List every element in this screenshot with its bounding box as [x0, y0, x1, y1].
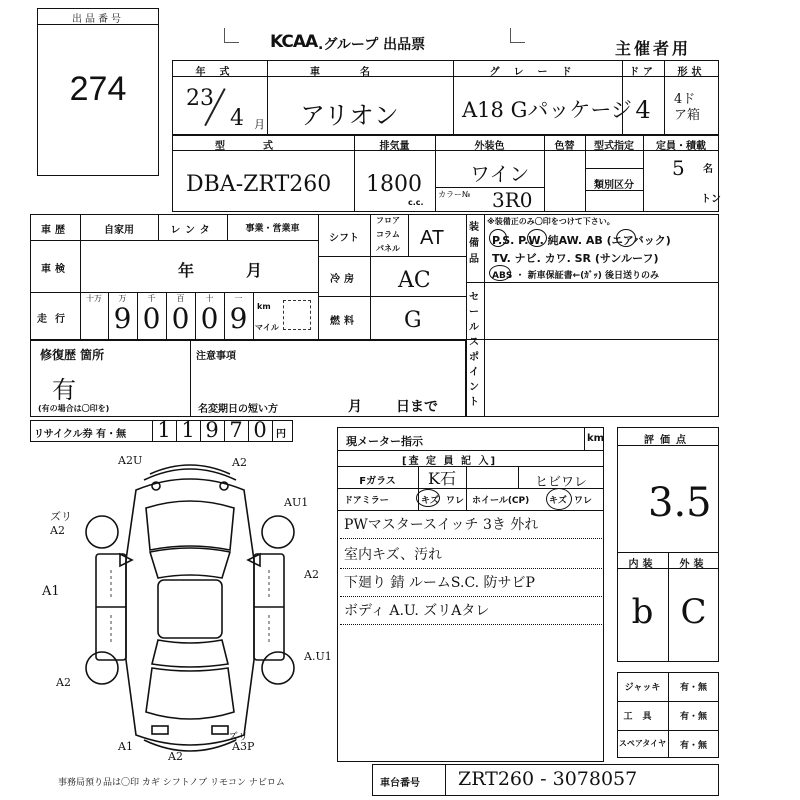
digit-unit-10k: 万 [118, 294, 127, 303]
shift-option-floor[interactable]: フロア [376, 216, 400, 225]
ac-label: 冷房 [330, 274, 358, 285]
fuel-label: 燃料 [330, 316, 358, 327]
mileage-digit: 9 [113, 302, 132, 335]
notes-label: 注意事項 [196, 351, 236, 362]
equipment-circle-ab [616, 229, 636, 247]
color-change-label: 色替 [554, 141, 575, 152]
title-day-unit: 日まで [396, 399, 438, 415]
form-title: .グループ 出品票 [318, 37, 426, 53]
equipment-line-2[interactable]: TV. ナビ. カワ. SR (サンルーフ) [492, 252, 659, 265]
equipment-line-1[interactable]: P.S. P.W. 純AW. AB (エアバック) [492, 234, 671, 247]
door-mirror-circle [416, 489, 440, 507]
brand-logo: KCAA [270, 32, 318, 52]
equipment-circle-abs [489, 265, 511, 281]
car-name-value: アリオン [300, 101, 399, 130]
interior-value: b [631, 592, 654, 632]
ton-unit: トン [701, 194, 721, 205]
equipment-label: 装備品 [469, 222, 479, 265]
digit-unit-100k: 十万 [86, 294, 102, 303]
model-value: DBA-ZRT260 [186, 172, 332, 197]
wheel-circle [546, 488, 572, 510]
exterior-label: 外装 [679, 559, 708, 570]
digit-unit-1: 一 [234, 294, 243, 303]
recycle-digit: 9 [205, 418, 219, 442]
damage-mark: A.U1 [304, 650, 332, 663]
month-unit: 月 [254, 118, 265, 131]
capacity-value: 5 [672, 156, 685, 180]
cc-unit: c.c. [408, 198, 424, 207]
year-value: 23 [186, 86, 214, 111]
mileage-label: 走行 [37, 314, 73, 325]
km-unit: km [257, 302, 271, 311]
score-value: 3.5 [648, 480, 712, 526]
history-option-business[interactable]: 事業・営業車 [245, 224, 300, 234]
inspection-month-unit: 月 [246, 261, 263, 280]
mileage-digit: 0 [200, 302, 219, 335]
mileage-digit: 9 [229, 302, 248, 335]
mile-checkbox[interactable] [283, 300, 311, 330]
spare-tire-value[interactable]: 有・無 [679, 741, 707, 751]
remark-line: 下廻り 錆 ルームS.C. 防サビP [344, 575, 535, 591]
month-value: 4 [230, 106, 244, 131]
shape-value: 4ドア箱 [674, 92, 701, 123]
stated-label: [査 定 員 記 入] [402, 456, 498, 467]
color-no-label: カラー№ [438, 190, 471, 199]
damage-mark: A2U [118, 454, 143, 467]
chassis-label: 車台番号 [380, 778, 420, 789]
meter-label: 現メーター指示 [346, 435, 423, 448]
equipment-note: ※装備正のみ〇印をつけて下さい。 [487, 217, 615, 226]
glass-value-2[interactable]: ヒビワレ [534, 475, 587, 490]
role-label: 主催者用 [615, 39, 692, 58]
repair-label: 修復歴 箇所 [40, 348, 105, 362]
model-label: 型式 [215, 141, 311, 152]
history-option-private[interactable]: 自家用 [104, 225, 134, 236]
exterior-value: C [680, 592, 707, 632]
wheel-v1[interactable]: キズ [549, 496, 567, 506]
damage-mark: A2 [232, 456, 247, 469]
capacity-unit: 名 [703, 164, 713, 175]
equipment-circle-pw [527, 229, 547, 247]
grade-value: A18 Gパッケージ [462, 98, 632, 122]
grade-label: グレード [489, 67, 586, 78]
footer-text: 事務局預り品は〇印 カギ シフトノブ リモコン ナビロム [58, 778, 285, 788]
damage-mark: A1 [42, 584, 60, 599]
recycle-digit: 1 [181, 418, 195, 442]
shift-option-column[interactable]: コラム [376, 230, 400, 239]
fuel-value: G [404, 308, 422, 333]
corner-mark-right [510, 28, 525, 43]
recycle-digit: 7 [229, 418, 243, 442]
color-value: ワイン [470, 162, 530, 186]
damage-mark: A2 [304, 568, 319, 581]
digit-unit-1k: 千 [147, 294, 156, 303]
color-no-value: 3R0 [492, 188, 533, 212]
inspection-label: 車検 [41, 264, 69, 275]
remark-line: 室内キズ、汚れ [344, 547, 443, 563]
shift-value: AT [420, 227, 445, 249]
shape-label: 形状 [677, 67, 706, 78]
lot-label: 出品番号 [72, 14, 124, 25]
displacement-value: 1800 [366, 172, 422, 197]
recycle-unit: 円 [276, 429, 286, 440]
repair-note: (有の場合は〇印を) [38, 404, 110, 413]
damage-mark: ズリ [228, 732, 248, 743]
repair-value: 有 [52, 376, 76, 404]
remark-line: ボディ A.U. ズリAタレ [344, 603, 490, 619]
damage-mark: A2 [56, 676, 71, 689]
jack-label: ジャッキ [624, 683, 661, 693]
mileage-digit: 0 [142, 302, 161, 335]
digit-unit-10: 十 [205, 294, 214, 303]
lot-number: 274 [69, 70, 127, 108]
ac-value: AC [398, 268, 431, 293]
damage-mark: A1 [118, 740, 133, 753]
history-option-rental[interactable]: レンタ [170, 225, 215, 236]
doors-label: ドア [629, 67, 657, 78]
title-month-unit: 月 [348, 399, 362, 415]
shift-label: シフト [329, 233, 359, 244]
glass-value-1[interactable]: K石 [428, 469, 456, 488]
title-deadline-label: 名変期日の短い方 [198, 404, 278, 415]
door-mirror-v1[interactable]: キズ [421, 496, 439, 506]
displacement-label: 排気量 [379, 141, 410, 152]
sales-point-box [466, 282, 719, 417]
equipment-circle-ps [489, 229, 507, 247]
interior-label: 内装 [628, 559, 657, 570]
mileage-digit: 0 [171, 302, 190, 335]
capacity-label: 定員・積載 [656, 141, 706, 152]
inspection-year-unit: 年 [178, 261, 195, 280]
corner-mark-left [224, 28, 239, 43]
wheel-v2[interactable]: ワレ [574, 496, 593, 506]
sales-point-label: セールスポイント [469, 292, 479, 408]
spare-tire-label: スペアタイヤ [618, 739, 667, 748]
remark-line: PWマスタースイッチ 3き 外れ [344, 517, 539, 533]
meter-unit: km [587, 433, 605, 444]
history-label: 車歴 [41, 225, 69, 236]
digit-unit-100: 百 [176, 294, 185, 303]
recycle-digit: 1 [157, 418, 171, 442]
damage-mark: ズリA2 [50, 510, 72, 537]
damage-mark: A3P [232, 740, 255, 753]
door-mirror-label: ドアミラー [344, 496, 389, 506]
category-label: 類別区分 [594, 180, 634, 191]
wheel-label: ホイール(CP) [472, 496, 530, 506]
damage-mark: AU1 [284, 496, 309, 509]
doors-value: 4 [635, 96, 651, 124]
recycle-label: リサイクル券 有・無 [34, 429, 127, 440]
year-label: 年式 [195, 67, 244, 78]
chassis-value: ZRT260 - 3078057 [458, 768, 638, 790]
type-label: 型式指定 [594, 141, 634, 152]
jack-value[interactable]: 有・無 [679, 683, 707, 693]
door-mirror-v2[interactable]: ワレ [446, 496, 465, 506]
tools-value[interactable]: 有・無 [679, 712, 707, 722]
name-label: 車名 [310, 67, 410, 78]
tools-label: 工具 [623, 712, 662, 722]
glass-label: Fガラス [359, 476, 396, 487]
shift-option-panel[interactable]: パネル [376, 244, 400, 253]
recycle-digit: 0 [253, 418, 267, 442]
mile-unit: マイル [255, 323, 279, 332]
score-label: 評価点 [644, 435, 692, 446]
equipment-line-3[interactable]: ABS ・ 新車保証書←(ｶﾞｯ) 後日送りのみ [492, 271, 659, 281]
damage-mark: A2 [168, 750, 183, 763]
color-label: 外装色 [474, 141, 505, 152]
